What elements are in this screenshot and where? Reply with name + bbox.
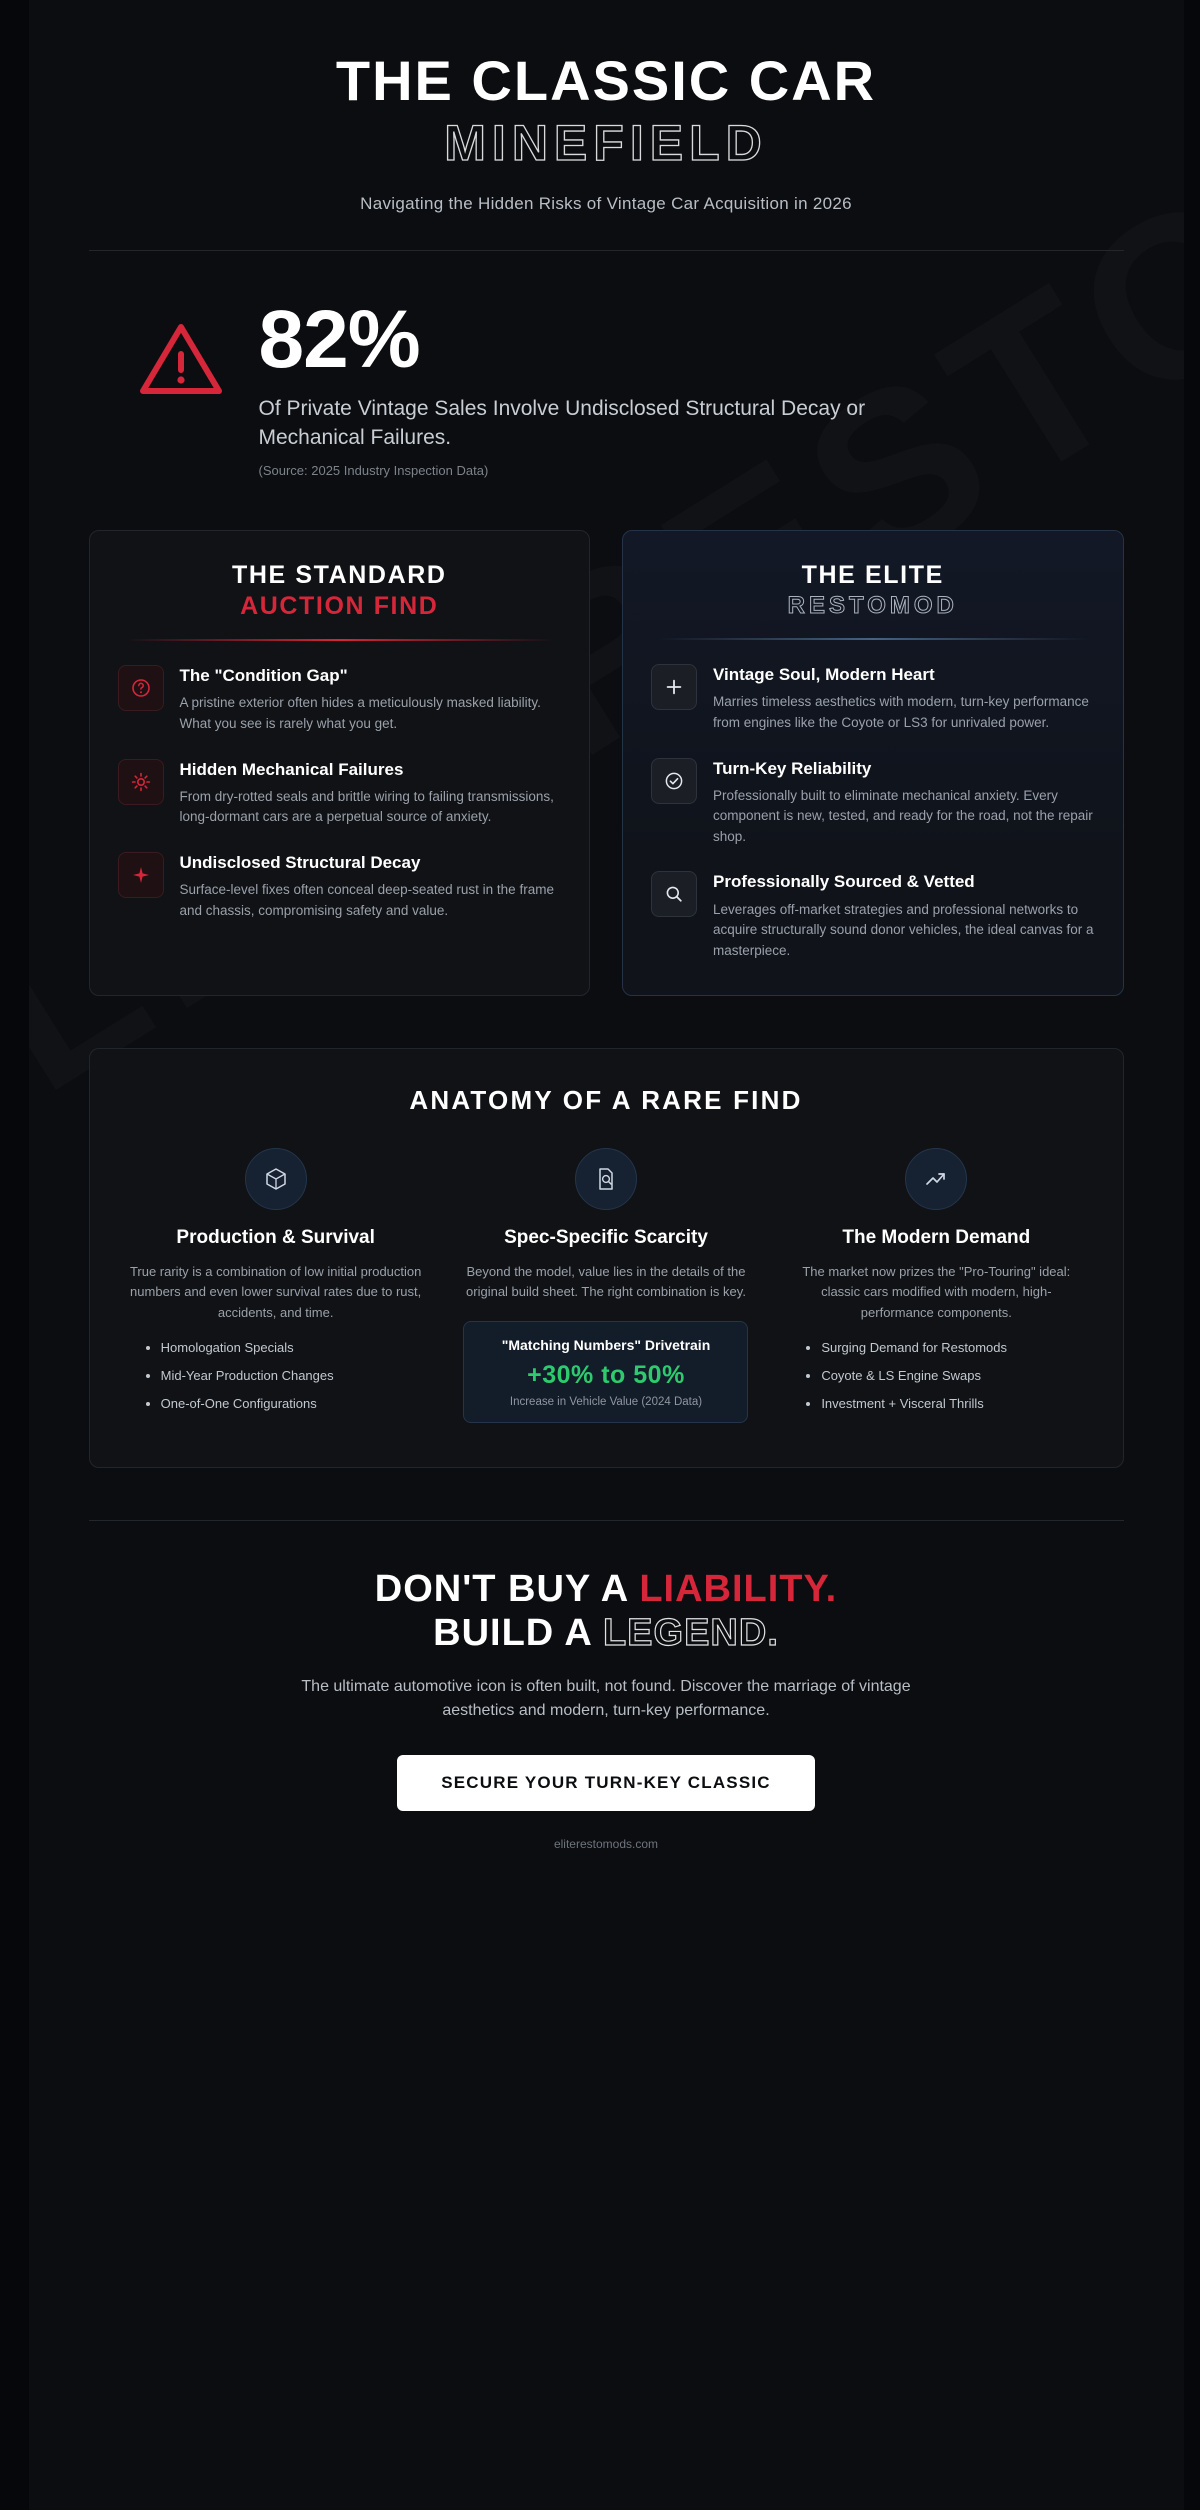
list-item <box>118 665 562 734</box>
list-item-title: Hidden Mechanical Failures <box>179 759 404 779</box>
list-item-title: The "Condition Gap" <box>179 666 348 686</box>
standard-card-heading-1: THE STANDARD <box>231 561 447 590</box>
page-subtitle: Navigating the Hidden Risks of Vintage Car Acquisition in 2026 <box>360 194 852 214</box>
standard-card-heading-2: AUCTION FIND <box>240 592 439 621</box>
callout-value: +30% to 50% <box>527 1361 685 1390</box>
list-item-title: Undisclosed Structural Decay <box>179 852 421 872</box>
anatomy-section <box>89 1048 1124 1468</box>
callout-sub: Increase in Vehicle Value (2024 Data) <box>509 1396 703 1409</box>
list-item: • Coyote & LS Engine Swaps <box>821 1367 1071 1386</box>
warning-triangle-icon <box>139 299 223 402</box>
list-item-desc: Professionally built to eliminate mechanical anxiety. Every component is new, tested, and ready for the road, not the repair shop. <box>713 787 1093 844</box>
list-item-desc: From dry-rotted seals and brittle wiring to failing transmissions, long-dormant cars are a perpetual source of anxiety. <box>179 788 554 825</box>
list-item <box>651 871 1095 961</box>
comparison-columns <box>29 478 1184 996</box>
anatomy-column-demand <box>784 1148 1088 1423</box>
cta-headline-line1-a: DON'T BUY A <box>374 1568 640 1611</box>
elite-restomod-card <box>622 530 1124 996</box>
list-item: • One-of-One Configurations <box>161 1395 411 1414</box>
list-item: • Investment + Visceral Thrills <box>821 1395 1071 1414</box>
list-item: • Mid-Year Production Changes <box>161 1367 411 1386</box>
cta-headline-line2-b: LEGEND. <box>602 1612 779 1655</box>
list-item <box>118 759 562 828</box>
cta-headline-line2-a: BUILD A <box>433 1612 603 1655</box>
secure-classic-button[interactable]: SECURE YOUR TURN-KEY CLASSIC <box>397 1755 815 1811</box>
anatomy-column-desc: True rarity is a combination of low initial production numbers and even lower survival rates due to rust, accidents, and time. <box>129 1263 422 1320</box>
list-item-title: Professionally Sourced & Vetted <box>713 872 975 892</box>
infographic-page <box>29 0 1184 2510</box>
anatomy-column-scarcity <box>454 1148 758 1423</box>
list-item-desc: Surface-level fixes often conceal deep-seated rust in the frame and chassis, compromising safety and value. <box>179 882 554 918</box>
anatomy-bullet-list <box>801 1339 1071 1414</box>
cta-headline-line1-b: LIABILITY. <box>639 1568 838 1611</box>
anatomy-column-title: The Modern Demand <box>842 1227 1031 1249</box>
list-item <box>118 852 562 921</box>
anatomy-bullet-list <box>141 1339 411 1414</box>
anatomy-column-desc: Beyond the model, value lies in the details of the original build sheet. The right combination is key. <box>466 1263 746 1300</box>
anatomy-column-title: Spec-Specific Scarcity <box>504 1227 708 1249</box>
rust-spark-icon <box>118 852 164 898</box>
anatomy-title: ANATOMY OF A RARE FIND <box>409 1085 803 1116</box>
anatomy-column-title: Production & Survival <box>176 1227 375 1249</box>
anatomy-column-desc: The market now prizes the "Pro-Touring" ideal: classic cars modified with modern, high-performance components. <box>802 1263 1071 1320</box>
question-circle-icon <box>118 665 164 711</box>
page-title-line2: MINEFIELD <box>444 114 768 171</box>
plus-icon <box>651 664 697 710</box>
cube-icon <box>245 1148 307 1210</box>
list-item <box>651 664 1095 733</box>
page-title-line1: THE CLASSIC CAR <box>335 49 877 112</box>
key-stat-section <box>29 251 1184 478</box>
cta-description: The ultimate automotive icon is often built, not found. Discover the marriage of vintage aesthetics and modern, turn-key performance. <box>301 1678 911 1720</box>
elite-card-heading-2: RESTOMOD <box>787 592 958 620</box>
list-item-desc: A pristine exterior often hides a meticulously masked liability. What you see is rarely what you get. <box>179 695 541 731</box>
document-search-icon <box>575 1148 637 1210</box>
list-item-title: Vintage Soul, Modern Heart <box>713 665 935 685</box>
cta-headline-line2 <box>89 1611 1124 1655</box>
list-item-title: Turn-Key Reliability <box>713 758 872 778</box>
callout-label: "Matching Numbers" Drivetrain <box>501 1336 711 1353</box>
matching-numbers-callout <box>463 1321 748 1423</box>
magnifier-icon <box>651 871 697 917</box>
cta-headline-line1 <box>89 1567 1124 1611</box>
elite-card-divider <box>657 638 1089 640</box>
standard-card-divider <box>124 639 556 641</box>
stat-number: 82% <box>258 294 420 386</box>
cta-section <box>29 1521 1184 1851</box>
broken-gear-icon <box>118 759 164 805</box>
stat-source: (Source: 2025 Industry Inspection Data) <box>258 463 489 479</box>
list-item-desc: Marries timeless aesthetics with modern, turn-key performance from engines like the Coyote or LS3 for unrivaled power. <box>713 694 1089 730</box>
list-item <box>651 758 1095 848</box>
check-circle-icon <box>651 758 697 804</box>
stat-description: Of Private Vintage Sales Involve Undisclosed Structural Decay or Mechanical Failures. <box>258 397 866 450</box>
list-item: • Homologation Specials <box>161 1339 411 1358</box>
trend-up-icon <box>905 1148 967 1210</box>
standard-auction-card <box>89 530 591 996</box>
header <box>29 0 1184 214</box>
footer-url[interactable]: eliterestomods.com <box>553 1837 659 1852</box>
list-item-desc: Leverages off-market strategies and professional networks to acquire structurally sound donor vehicles, the ideal canvas for a masterpiece. <box>713 901 1094 958</box>
elite-card-heading-1: THE ELITE <box>801 561 944 590</box>
list-item: • Surging Demand for Restomods <box>821 1339 1071 1358</box>
anatomy-column-production <box>124 1148 428 1423</box>
